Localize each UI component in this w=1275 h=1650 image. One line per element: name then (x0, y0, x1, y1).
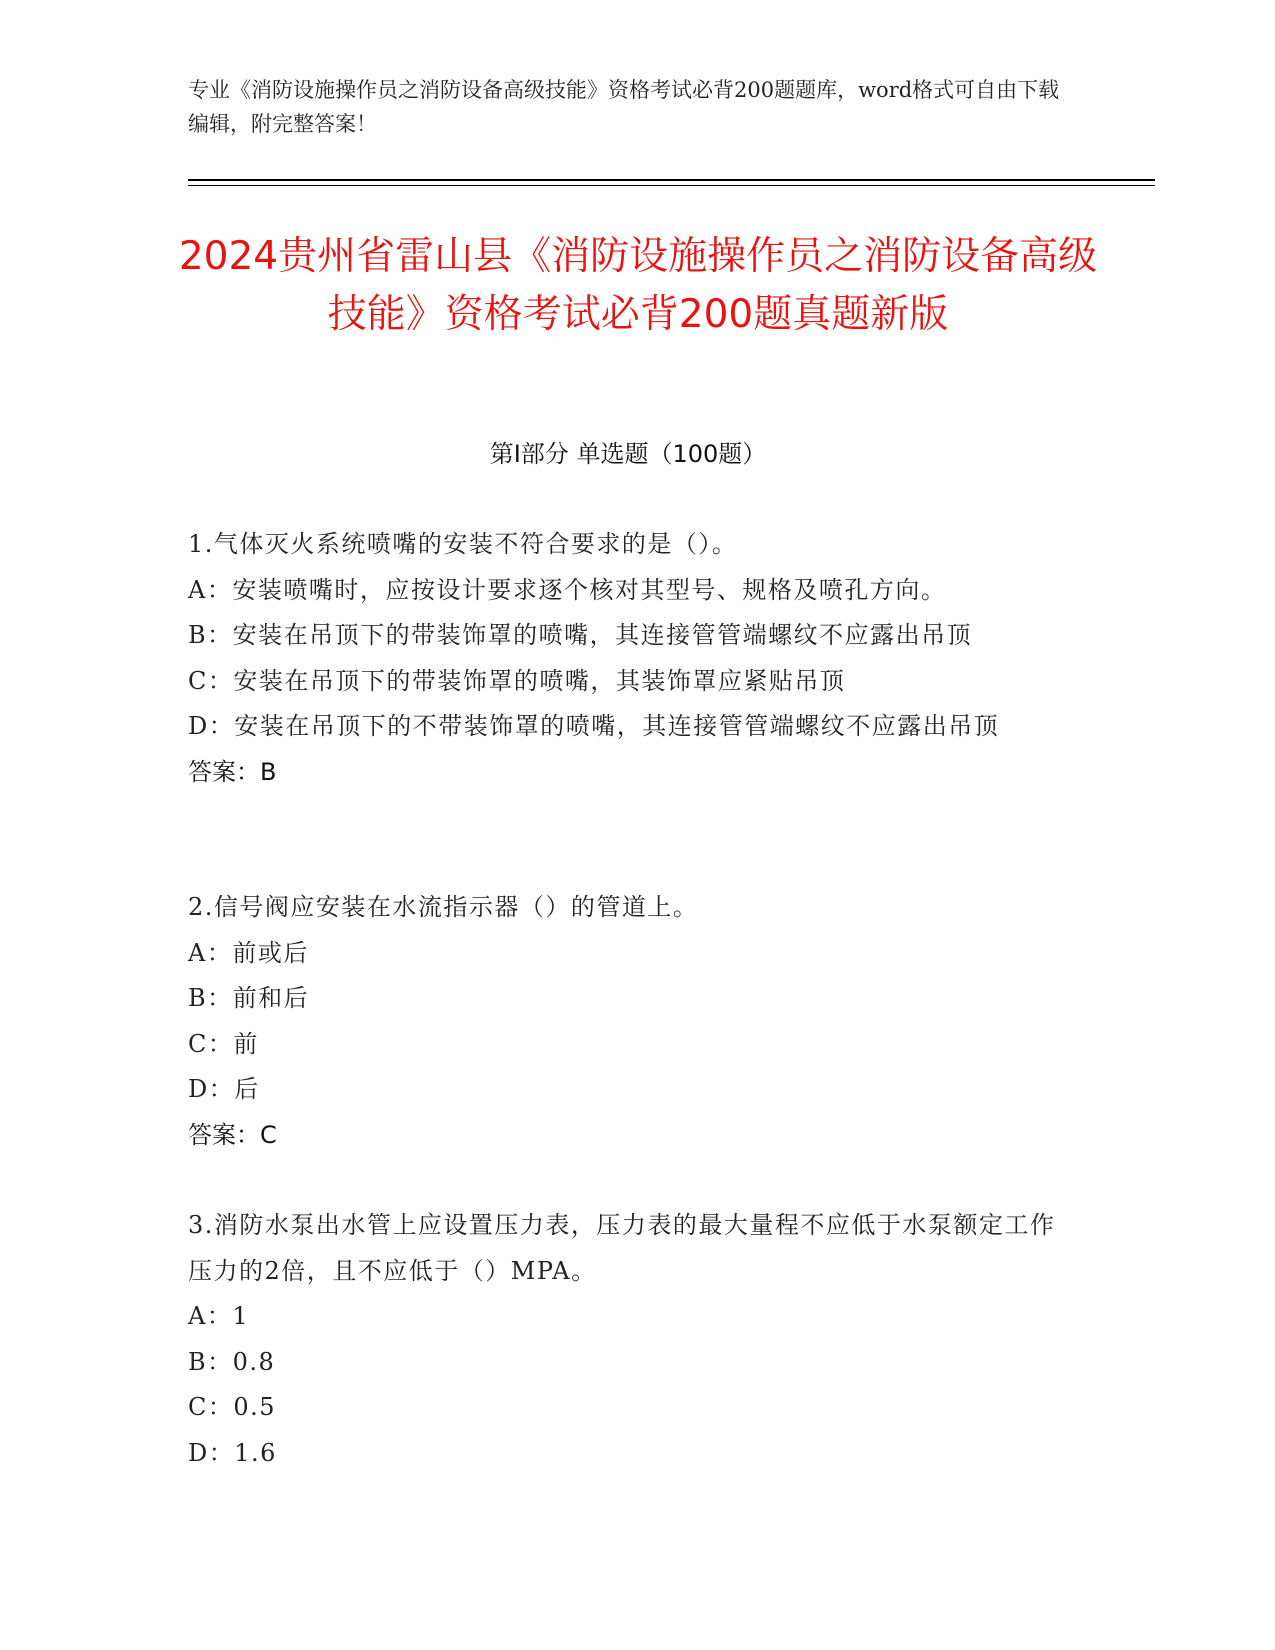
option-a: A：安装喷嘴时，应按设计要求逐个核对其型号、规格及喷孔方向。 (188, 575, 947, 604)
header-rule-thin (188, 185, 1155, 186)
option-c: C：前 (188, 1029, 259, 1058)
option-c: C：安装在吊顶下的带装饰罩的喷嘴，其装饰罩应紧贴吊顶 (188, 666, 846, 695)
header-rule-thick (188, 179, 1155, 181)
header-note: 专业《消防设施操作员之消防设备高级技能》资格考试必背200题题库，word格式可自由下载编辑，附完整答案！ (188, 78, 1060, 136)
question-1 (188, 522, 1068, 795)
document-title: 2024贵州省雷山县《消防设施操作员之消防设备高级技能》资格考试必背200题真题新版 (178, 234, 1098, 337)
option-d: D：后 (188, 1075, 260, 1103)
question-3 (188, 1203, 1068, 1476)
option-c: C：0.5 (188, 1393, 277, 1421)
option-a: A：前或后 (188, 938, 309, 967)
question-2 (188, 885, 1068, 1158)
answer: 答案：C (188, 1120, 277, 1149)
question-stem: 1.气体灭火系统喷嘴的安装不符合要求的是（）。 (188, 530, 738, 558)
question-stem: 3.消防水泵出水管上应设置压力表，压力表的最大量程不应低于水泵额定工作压力的2倍，且不应低于（）MPA。 (188, 1211, 1056, 1285)
answer: 答案：B (188, 757, 277, 786)
option-b: B：0.8 (188, 1347, 276, 1376)
option-d: D：安装在吊顶下的不带装饰罩的喷嘴，其连接管管端螺纹不应露出吊顶 (188, 712, 1000, 740)
question-stem: 2.信号阀应安装在水流指示器（）的管道上。 (188, 893, 699, 921)
option-a: A：1 (188, 1302, 250, 1330)
section-heading: 第Ⅰ部分 单选题（100题） (489, 440, 767, 468)
option-b: B：前和后 (188, 984, 310, 1012)
option-d: D：1.6 (188, 1438, 277, 1467)
option-b: B：安装在吊顶下的带装饰罩的喷嘴，其连接管管端螺纹不应露出吊顶 (188, 621, 973, 649)
